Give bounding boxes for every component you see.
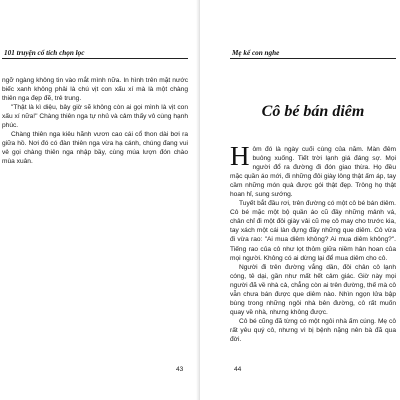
right-page-body [230,141,396,344]
running-head-left: 101 truyện cổ tích chọn lọc [4,49,85,57]
running-head-right: Mẹ kể con nghe [232,49,280,57]
header-rule-right [230,58,396,59]
paragraph: Người đi trên đường vắng dần, đôi chân cô lạnh cóng, tê dại, gần như mất hết cảm giác. Giờ này mọi người đã về nhà cả, chẳng còn ai trên đường, thế mà cô vẫn chưa bán được que diêm nào. Nhìn ngọn lửa bập bùng trong những ngôi nhà bên đường, cô rất muốn quay về nhà, nhưng không được. [230,263,396,316]
drop-cap: H [230,141,250,171]
paragraph: Tuyết bắt đầu rơi, trên đường có một cô bé bán diêm. Cô bé mặc một bộ quần áo cũ đầy những mảnh vá, chân chỉ đi một đôi giày vải cũ mẹ cô may cho trước kia, tay xách một cái làn đựng đầy những que diêm. Cô vừa đi vừa rao: "Ai mua diêm không? Ai mua diêm không?". Tiếng rao của cô như lọt thỏm giữa niềm hân hoan của mọi người. Không có ai dừng lại để mua diêm cho cô. [230,200,396,262]
header-rule-left [2,58,188,59]
paragraph: "Thật là kì diệu, bây giờ sẽ không còn ai gọi mình là vịt con xấu xí nữa!" Chàng thiên nga tự nhủ và cảm thấy vô cùng hạnh phúc. [2,104,188,130]
opening-paragraph-text: ôm đó là ngày cuối cùng của năm. Màn đêm buông xuống. Tiết trời lạnh giá đáng sợ. Mọi người đổ ra đường đi đón giao thừa. Họ đều mặc quần áo mới, đi những đôi giày lông thật ấm áp, tay cầm những món quà được gói thật đẹp. Trông họ thật hoan hỉ, sung sướng. [230,146,396,199]
story-title: Cô bé bán diêm [261,103,365,120]
paragraph: ngỡ ngàng không tin vào mắt mình nữa. In hình trên mặt nước biếc xanh không phải là chú vịt con xấu xí mà là một chàng thiên nga đẹp đẽ, trẻ trung. [2,77,188,103]
page-number-right: 44 [234,366,242,373]
right-page [200,0,400,400]
page-number-left: 43 [176,366,184,373]
left-page-body [2,76,188,166]
opening-paragraph [230,141,396,199]
paragraph: Cô bé cũng đã từng có một ngôi nhà ấm cúng. Mẹ cô rất yêu quý cô, nhưng vì bị bệnh nặng nên bà đã qua đời. [230,317,396,343]
paragraph: Chàng thiên nga kiêu hãnh vươn cao cái cổ thon dài bơi ra giữa hồ. Nơi đó có đàn thiên nga vừa hạ cánh, chúng đang vui vẻ gọi chàng thiên nga nhập bầy, cùng múa lượn đón chào mùa xuân. [2,131,188,166]
